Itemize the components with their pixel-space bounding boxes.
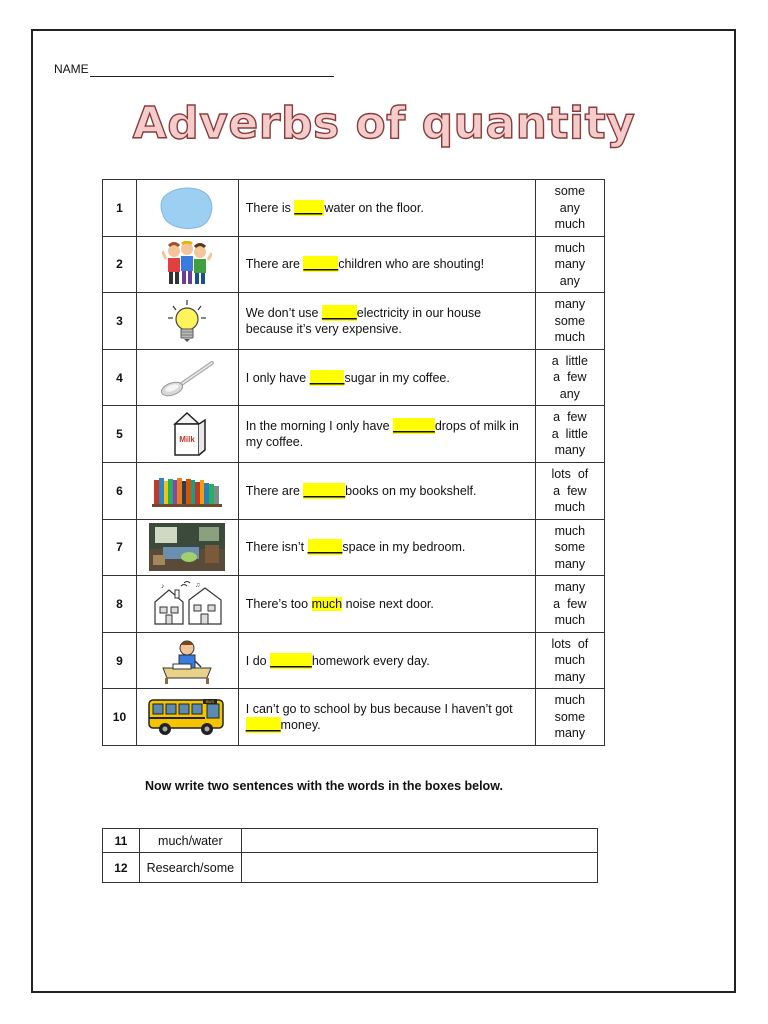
sentence-cell (238, 462, 535, 519)
worksheet-title: Adverbs of quantity (132, 98, 636, 149)
writing-row (103, 853, 598, 883)
row-number: 6 (103, 462, 137, 519)
answer-blank[interactable]: ______ (270, 653, 312, 668)
row-picture (136, 293, 238, 350)
exercise-row (103, 689, 605, 746)
exercise-row (103, 576, 605, 633)
sentence-cell (238, 632, 535, 689)
writing-row (103, 829, 598, 853)
spoon-icon (137, 358, 238, 398)
sentence-cell (238, 293, 535, 350)
children-icon (137, 241, 238, 287)
option-word: a few (553, 370, 587, 385)
sentence-cell (238, 349, 535, 406)
svg-text:BUS: BUS (206, 699, 215, 705)
sentence-cell (238, 406, 535, 463)
sentence-start: In the morning I only have (245, 419, 394, 434)
row-picture (136, 236, 238, 293)
row-number: 1 (103, 180, 137, 237)
option-word: much (554, 330, 586, 345)
option-word: lots of (551, 467, 589, 482)
sentence-end: electricity in our house because it’s very expensive. (245, 305, 482, 336)
answer-blank[interactable]: much (311, 596, 343, 611)
writing-instruction: Now write two sentences with the words in the boxes below. (145, 779, 503, 793)
option-word: many (554, 257, 586, 272)
options-cell (535, 462, 604, 519)
option-word: many (554, 669, 586, 684)
houses-icon (137, 580, 238, 628)
option-word: many (554, 580, 586, 595)
answer-blank[interactable]: _____ (321, 305, 357, 320)
answer-blank[interactable]: _____ (245, 718, 281, 733)
option-word: lots of (551, 636, 589, 651)
option-word: much (554, 500, 586, 515)
puddle-icon (137, 185, 238, 231)
option-word: some (554, 184, 586, 199)
row-number: 7 (103, 519, 137, 576)
exercise-row (103, 519, 605, 576)
option-word: much (554, 240, 586, 255)
option-word: a few (553, 596, 587, 611)
options-cell (535, 689, 604, 746)
exercise-row (103, 236, 605, 293)
answer-blank[interactable]: _____ (303, 257, 339, 272)
options-cell (535, 576, 604, 633)
row-picture (136, 519, 238, 576)
option-word: many (554, 443, 586, 458)
books-icon (137, 474, 238, 508)
bedroom-photo-icon (137, 523, 238, 571)
row-picture (136, 632, 238, 689)
writing-row-words: Research/some (139, 853, 241, 883)
exercise-table (102, 179, 605, 746)
exercise-row (103, 406, 605, 463)
sentence-start: I only have (245, 370, 310, 385)
option-word: much (554, 613, 586, 628)
name-input-line[interactable] (90, 76, 334, 77)
sentence-start: There isn’t (245, 540, 308, 555)
sentence-cell (238, 236, 535, 293)
svg-text:Milk: Milk (179, 435, 196, 445)
school-bus-icon (137, 696, 238, 738)
option-word: any (559, 273, 580, 288)
exercise-row (103, 632, 605, 689)
milk-carton-icon (137, 410, 238, 458)
sentence-start: There are (245, 257, 304, 272)
writing-answer-field[interactable] (241, 829, 597, 853)
option-word: a little (551, 353, 588, 368)
options-cell (535, 349, 604, 406)
answer-blank[interactable]: ______ (393, 419, 435, 434)
answer-blank[interactable]: ____ (294, 200, 324, 216)
row-number: 3 (103, 293, 137, 350)
sentence-start: There’s too (245, 596, 312, 611)
row-number: 10 (103, 689, 137, 746)
answer-blank[interactable]: _____ (309, 370, 345, 385)
row-number: 5 (103, 406, 137, 463)
options-cell (535, 406, 604, 463)
options-cell (535, 293, 604, 350)
row-number: 8 (103, 576, 137, 633)
writing-row-number: 12 (103, 853, 140, 883)
writing-answer-field[interactable] (241, 853, 597, 883)
row-picture (136, 180, 238, 237)
row-number: 4 (103, 349, 137, 406)
sentence-cell (238, 180, 535, 237)
answer-blank[interactable]: ______ (303, 483, 346, 498)
row-picture (136, 349, 238, 406)
lightbulb-icon (137, 298, 238, 344)
option-word: some (554, 313, 586, 328)
sentence-cell (238, 519, 535, 576)
sentence-end: noise next door. (342, 596, 434, 611)
exercise-row (103, 349, 605, 406)
options-cell (535, 180, 604, 237)
row-number: 9 (103, 632, 137, 689)
option-word: a few (553, 483, 587, 498)
sentence-end: sugar in my coffee. (344, 370, 450, 385)
sentence-start: I do (245, 653, 271, 668)
sentence-start: There is (245, 200, 295, 215)
exercise-row (103, 180, 605, 237)
sentence-start: We don’t use (245, 305, 322, 320)
sentence-start: There are (245, 483, 304, 498)
option-word: any (559, 386, 580, 401)
student-desk-icon (137, 638, 238, 684)
sentence-end: water on the floor. (324, 200, 424, 215)
name-label: NAME (54, 62, 89, 76)
option-word: some (554, 709, 586, 724)
option-word: any (559, 200, 580, 215)
options-cell (535, 632, 604, 689)
sentence-end: homework every day. (311, 653, 430, 668)
answer-blank[interactable]: _____ (307, 540, 343, 555)
writing-table (102, 828, 598, 883)
svg-text:♪: ♪ (161, 582, 165, 590)
sentence-end: space in my bedroom. (342, 540, 466, 555)
sentence-end: children who are shouting! (338, 257, 485, 272)
option-word: much (554, 523, 586, 538)
sentence-cell (238, 576, 535, 633)
writing-row-number: 11 (103, 829, 140, 853)
option-word: some (554, 540, 586, 555)
options-cell (535, 236, 604, 293)
sentence-end: books on my bookshelf. (345, 483, 477, 498)
option-word: much (554, 217, 586, 232)
writing-row-words: much/water (139, 829, 241, 853)
option-word: many (554, 726, 586, 741)
row-picture (136, 576, 238, 633)
options-cell (535, 519, 604, 576)
sentence-end: money. (280, 718, 321, 733)
exercise-row (103, 462, 605, 519)
exercise-row (103, 293, 605, 350)
sentence-end: drops of milk in my coffee. (245, 419, 519, 450)
row-picture (136, 689, 238, 746)
option-word: much (554, 693, 586, 708)
row-number: 2 (103, 236, 137, 293)
option-word: many (554, 556, 586, 571)
svg-text:♫: ♫ (195, 581, 201, 589)
row-picture (136, 462, 238, 519)
row-picture (136, 406, 238, 463)
sentence-start: I can’t go to school by bus because I haven’t got (245, 702, 513, 717)
sentence-cell (238, 689, 535, 746)
option-word: many (554, 297, 586, 312)
option-word: a little (551, 426, 588, 441)
option-word: a few (553, 410, 587, 425)
option-word: much (554, 653, 586, 668)
